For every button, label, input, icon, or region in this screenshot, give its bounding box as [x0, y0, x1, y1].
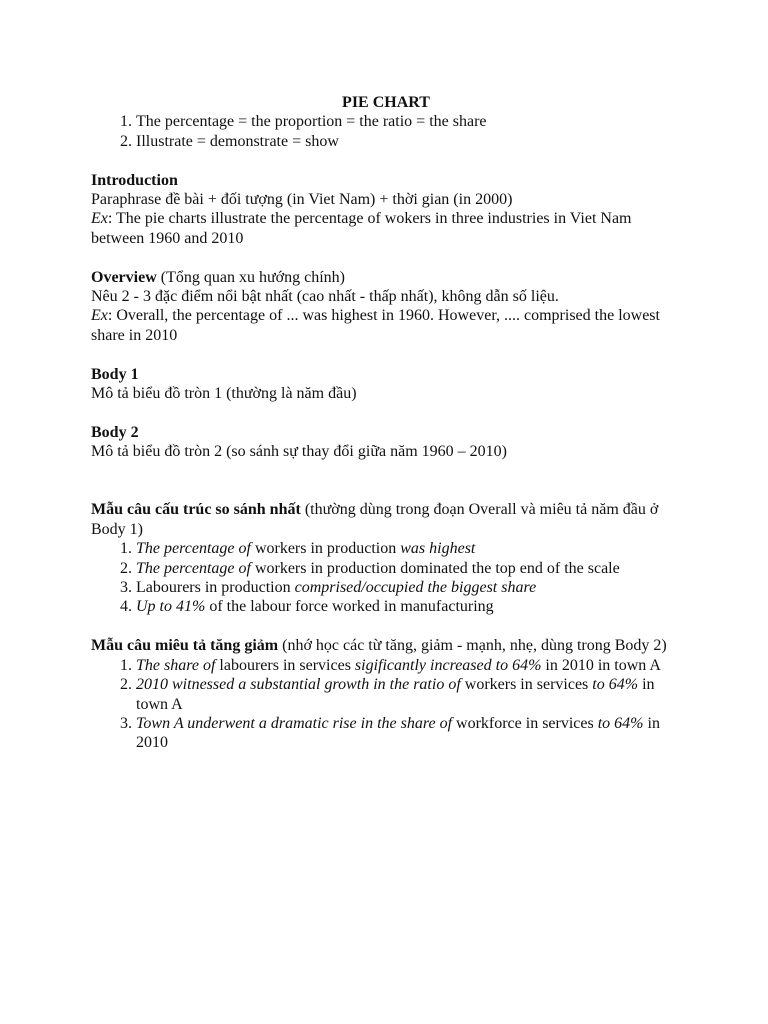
- item-italic: Town A underwent a dramatic rise in the share of: [136, 714, 453, 732]
- item-text: in 2010: [136, 714, 660, 752]
- item-text: in town A: [136, 676, 655, 713]
- ex-text: : Overall, the percentage of ... was highest in 1960. However, .... comprised the lowest share in 2010: [91, 307, 660, 344]
- ex-label: Ex: [91, 210, 108, 228]
- item-text: labourers in services: [215, 656, 355, 674]
- item-italic: The share of: [136, 656, 216, 674]
- item-text: in 2010 in town A: [541, 656, 661, 674]
- item-italic: was highest: [400, 540, 476, 558]
- list-item: [136, 112, 681, 131]
- body1-text: Mô tả biểu đồ tròn 1 (thường là năm đầu): [91, 385, 357, 403]
- introduction-text: Paraphrase đề bài + đối tượng (in Viet Nam) + thời gian (in 2000): [91, 191, 513, 209]
- list-item: [136, 675, 681, 714]
- overview-example: [91, 306, 681, 345]
- item-text: workers in production: [250, 540, 401, 558]
- change-heading-note: (nhớ học các từ tăng, giảm - mạnh, nhẹ, dùng trong Body 2): [278, 637, 667, 655]
- change-heading: Mẫu câu miêu tả tăng giảm: [91, 637, 279, 655]
- body2-heading: Body 2: [91, 423, 139, 441]
- list-item: [136, 132, 681, 151]
- ex-text: : The pie charts illustrate the percentage of wokers in three industries in Viet Nam between 1960 and 2010: [91, 210, 632, 247]
- change-section: [91, 636, 681, 752]
- superlative-heading: Mẫu câu cấu trúc so sánh nhất: [91, 501, 301, 519]
- item-italic: 2010 witnessed a substantial growth in the ratio of: [136, 676, 461, 694]
- vocab-list: [91, 112, 681, 151]
- overview-text: Nêu 2 - 3 đặc điểm nổi bật nhất (cao nhất - thấp nhất), không dẫn số liệu.: [91, 288, 559, 306]
- list-item: [136, 559, 681, 578]
- item-text: Labourers in production: [136, 579, 295, 597]
- item-italic: comprised/occupied the biggest share: [294, 579, 537, 597]
- list-item: [136, 539, 681, 558]
- item-italic: to 64%: [592, 676, 639, 694]
- body2-section: [91, 423, 681, 462]
- introduction-section: [91, 171, 681, 249]
- item-italic: The percentage of: [136, 540, 251, 558]
- ex-label: Ex: [91, 307, 108, 325]
- item-text: workforce in services: [452, 714, 598, 732]
- introduction-heading: Introduction: [91, 171, 178, 189]
- list-item: [136, 578, 681, 597]
- body1-heading: Body 1: [91, 365, 139, 383]
- overview-heading-note: (Tổng quan xu hướng chính): [156, 268, 345, 286]
- introduction-example: [91, 209, 681, 248]
- vocab-text: Illustrate = demonstrate = show: [136, 132, 339, 150]
- page-title: PIE CHART: [342, 94, 430, 111]
- item-italic: to 64%: [597, 714, 644, 732]
- item-text: workers in services: [460, 676, 593, 694]
- list-item: [136, 714, 681, 753]
- item-italic: Up to 41%: [136, 598, 206, 616]
- list-item: [136, 656, 681, 675]
- body2-text: Mô tả biểu đồ tròn 2 (so sánh sự thay đổi giữa năm 1960 – 2010): [91, 443, 507, 461]
- body1-section: [91, 365, 681, 404]
- superlative-section: [91, 500, 681, 616]
- list-item: [136, 597, 681, 616]
- change-list: [91, 656, 681, 753]
- vocab-text: The percentage = the proportion = the ratio = the share: [136, 113, 487, 131]
- item-text: workers in production dominated the top end of the scale: [250, 559, 620, 577]
- item-text: of the labour force worked in manufacturing: [205, 598, 494, 616]
- superlative-list: [91, 539, 681, 617]
- document-content: [91, 93, 681, 753]
- item-italic: The percentage of: [136, 559, 251, 577]
- superlative-heading-note: (thường dùng trong đoạn Overall và miêu tả năm đầu ở Body 1): [91, 501, 659, 538]
- item-italic: sigificantly increased to 64%: [354, 656, 542, 674]
- overview-section: [91, 268, 681, 346]
- overview-heading: Overview: [91, 268, 157, 286]
